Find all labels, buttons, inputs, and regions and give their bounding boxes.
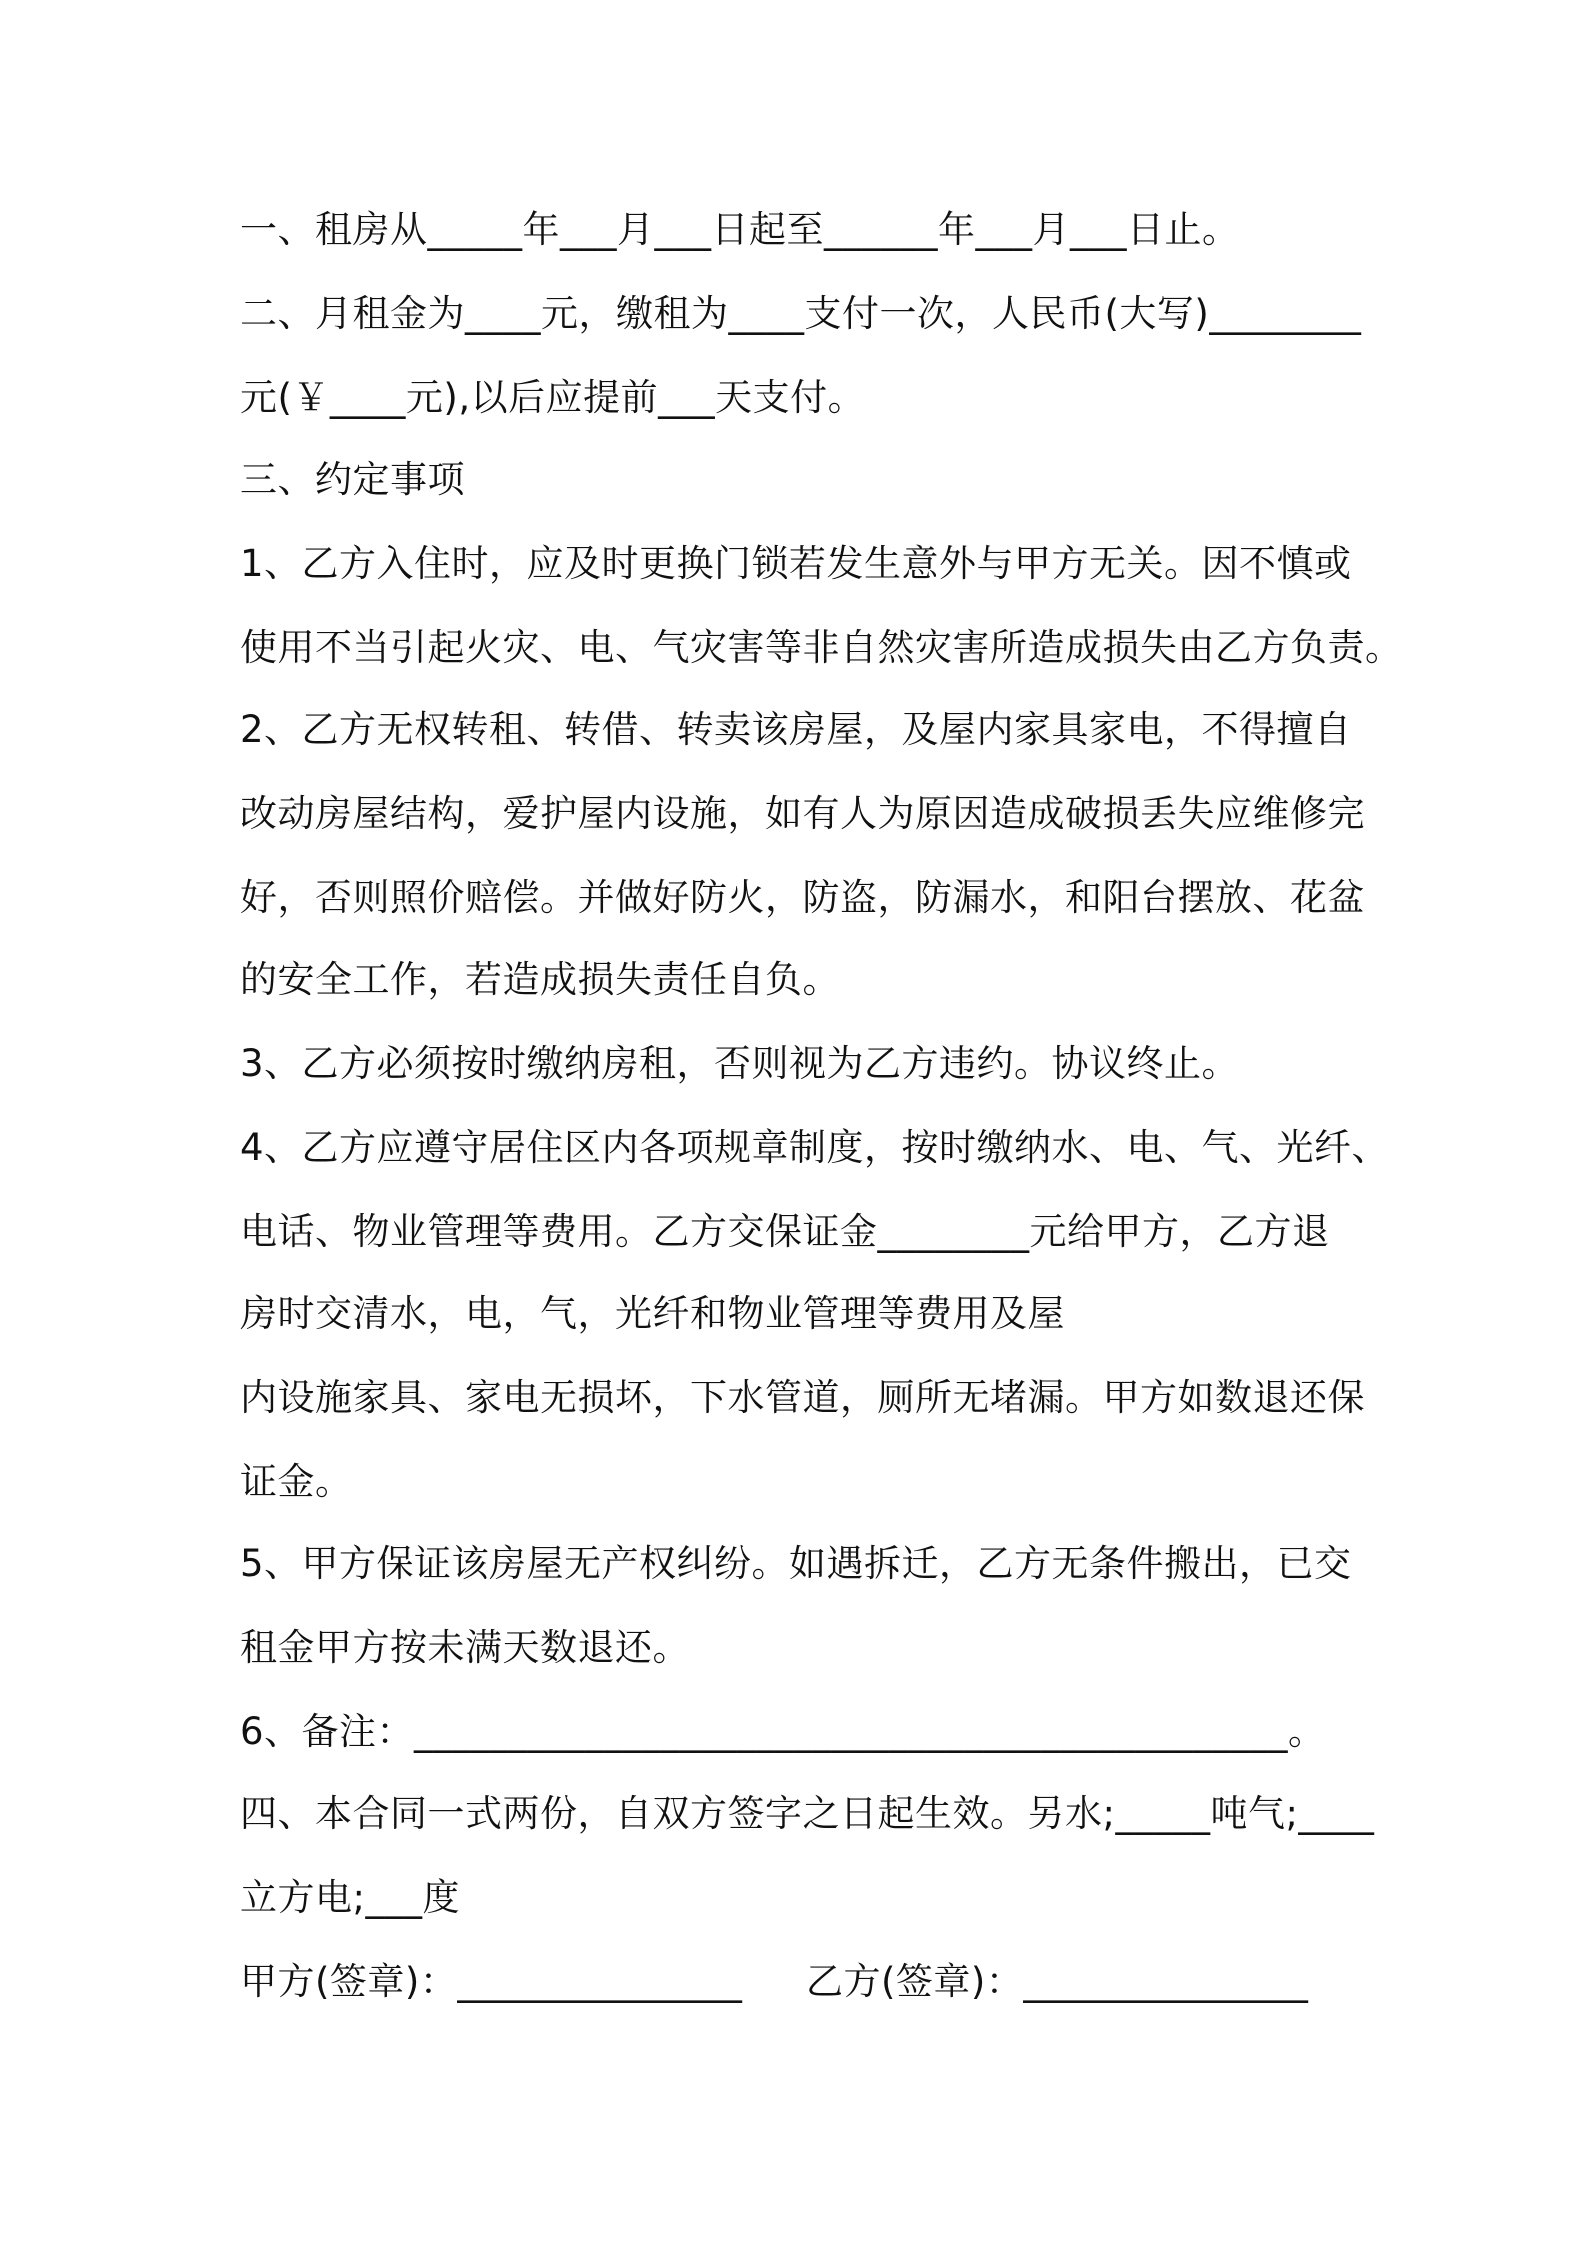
contract-line: 二、月租金为____元，缴租为____支付一次，人民币(大写)________ (240, 292, 1362, 335)
contract-line: 2、乙方无权转租、转借、转卖该房屋，及屋内家具家电，不得擅自 (240, 708, 1352, 751)
contract-line: 改动房屋结构，爱护屋内设施，如有人为原因造成破损丢失应维修完 (240, 792, 1365, 835)
contract-line: 的安全工作，若造成损失责任自负。 (240, 958, 840, 1001)
contract-line: 使用不当引起火灾、电、气灾害等非自然灾害所造成损失由乙方负责。 (240, 626, 1403, 669)
contract-line: 1、乙方入住时，应及时更换门锁若发生意外与甲方无关。因不慎或 (240, 542, 1352, 585)
contract-line: 4、乙方应遵守居住区内各项规章制度，按时缴纳水、电、气、光纤、 (240, 1126, 1390, 1169)
contract-line: 一、租房从_____年___月___日起至______年___月___日止。 (240, 208, 1240, 251)
signature-party-a: 甲方(签章)：_______________ (240, 1960, 743, 2003)
contract-line: 好，否则照价赔偿。并做好防火，防盗，防漏水，和阳台摆放、花盆 (240, 876, 1365, 919)
contract-line: 租金甲方按未满天数退还。 (240, 1626, 690, 1669)
signature-party-b: 乙方(签章)：_______________ (806, 1960, 1309, 2003)
contract-line: 3、乙方必须按时缴纳房租，否则视为乙方违约。协议终止。 (240, 1042, 1240, 1085)
contract-line: 5、甲方保证该房屋无产权纠纷。如遇拆迁，乙方无条件搬出，已交 (240, 1542, 1352, 1585)
contract-line: 四、本合同一式两份，自双方签字之日起生效。另水;_____吨气;____ (240, 1792, 1375, 1835)
contract-line: 证金。 (240, 1460, 353, 1503)
contract-line: 电话、物业管理等费用。乙方交保证金________元给甲方，乙方退 (240, 1210, 1330, 1253)
contract-line: 立方电;___度 (240, 1876, 460, 1919)
remarks-line: 6、备注：______________________________________________。 (240, 1710, 1326, 1753)
contract-line: 房时交清水，电，气，光纤和物业管理等费用及屋 (240, 1292, 1065, 1335)
contract-line: 内设施家具、家电无损坏，下水管道，厕所无堵漏。甲方如数退还保 (240, 1376, 1365, 1419)
section-heading: 三、约定事项 (240, 458, 465, 501)
contract-line: 元(￥____元),以后应提前___天支付。 (240, 376, 866, 419)
